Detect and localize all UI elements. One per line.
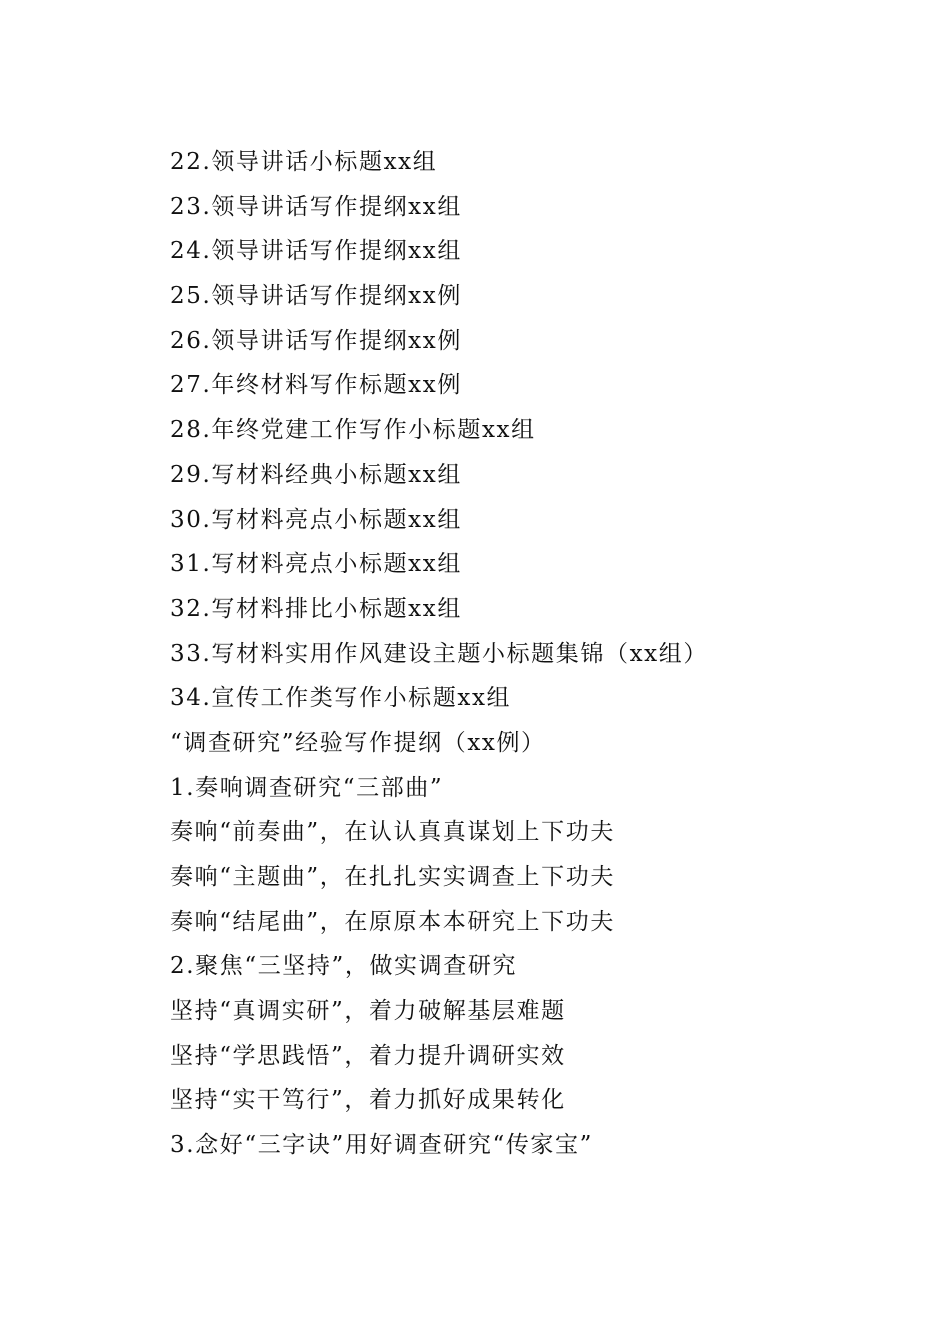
list-item: 25.领导讲话写作提纲xx例 bbox=[170, 283, 462, 310]
list-item: 34.宣传工作类写作小标题xx组 bbox=[170, 685, 512, 712]
list-item: 23.领导讲话写作提纲xx组 bbox=[170, 193, 462, 220]
section-heading: “调查研究”经验写作提纲（xx例） bbox=[170, 729, 546, 756]
outline-point: 坚持“实干笃行”，着力抓好成果转化 bbox=[170, 1087, 566, 1114]
outline-heading: 3.念好“三字诀”用好调查研究“传家宝” bbox=[170, 1132, 593, 1159]
outline-point: 奏响“前奏曲”，在认认真真谋划上下功夫 bbox=[170, 819, 615, 846]
list-item: 26.领导讲话写作提纲xx例 bbox=[170, 327, 462, 354]
outline-heading: 2.聚焦“三坚持”，做实调查研究 bbox=[170, 953, 518, 980]
list-item: 24.领导讲话写作提纲xx组 bbox=[170, 238, 462, 265]
outline-point: 坚持“真调实研”，着力破解基层难题 bbox=[170, 998, 566, 1025]
list-item: 29.写材料经典小标题xx组 bbox=[170, 461, 462, 488]
list-item: 27.年终材料写作标题xx例 bbox=[170, 372, 462, 399]
outline-heading: 1.奏响调查研究“三部曲” bbox=[170, 774, 444, 801]
list-item: 31.写材料亮点小标题xx组 bbox=[170, 551, 462, 578]
list-item: 22.领导讲话小标题xx组 bbox=[170, 149, 438, 175]
outline-point: 奏响“主题曲”，在扎扎实实调查上下功夫 bbox=[170, 864, 615, 890]
outline-point: 坚持“学思践悟”，着力提升调研实效 bbox=[170, 1042, 566, 1069]
list-item: 32.写材料排比小标题xx组 bbox=[170, 595, 462, 622]
document-body bbox=[170, 140, 870, 1168]
list-item: 33.写材料实用作风建设主题小标题集锦（xx组） bbox=[170, 640, 708, 667]
outline-point: 奏响“结尾曲”，在原原本本研究上下功夫 bbox=[170, 908, 615, 935]
list-item: 28.年终党建工作写作小标题xx组 bbox=[170, 417, 536, 444]
list-item: 30.写材料亮点小标题xx组 bbox=[170, 506, 462, 533]
